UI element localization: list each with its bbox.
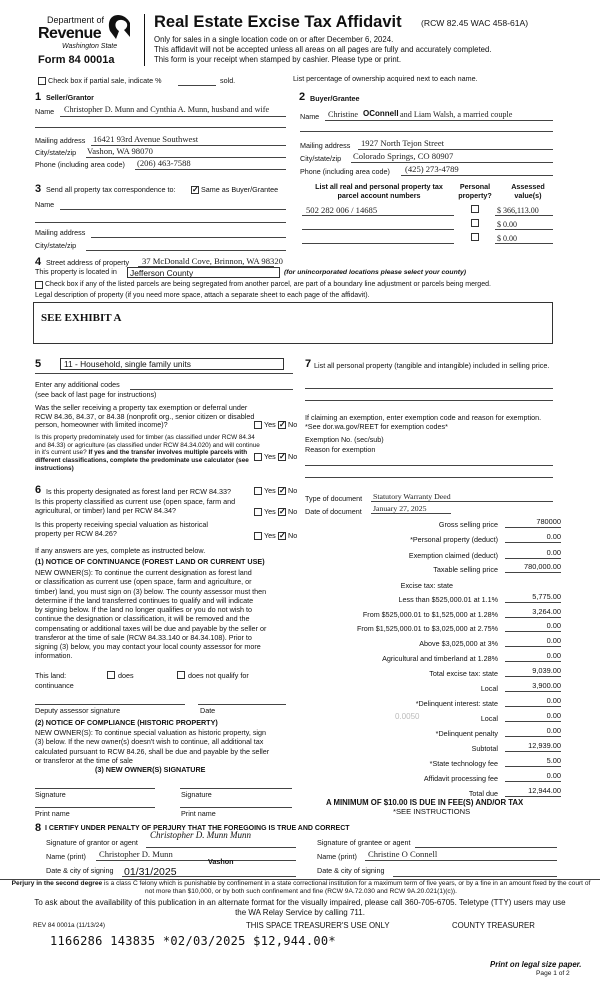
buyer-phone-field[interactable]: (425) 273-4789 — [405, 164, 459, 174]
assessed-col-header: Assessed value(s) — [511, 182, 545, 200]
doc-type-field[interactable]: Statutory Warranty Deed — [373, 492, 451, 501]
personal-property-checkbox[interactable] — [471, 233, 479, 241]
s1-title: Seller/Grantor — [46, 93, 94, 102]
tax-row-value[interactable]: 3,900.00 — [532, 681, 561, 690]
notice1-body — [35, 568, 266, 661]
s7-label: List all personal property (tangible and intangible) included in selling price. — [314, 361, 550, 370]
tax-row-value[interactable]: 0.00 — [546, 548, 561, 557]
tax-row-value[interactable]: 0.00 — [546, 651, 561, 660]
notice1-line: determine if the land transferred continues to qualify and will indicate — [35, 595, 254, 605]
dept-line1: Department of — [47, 15, 105, 25]
s3-number: 3 — [35, 183, 42, 195]
date-label: Date — [200, 706, 216, 715]
tax-row-label: From $1,525,000.01 to $3,025,000 at 2.75% — [356, 624, 498, 633]
parcel-number[interactable]: 502 282 006 / 14685 — [306, 205, 378, 215]
tax-row-label: Subtotal — [471, 744, 498, 753]
seller-city-field[interactable]: Vashon, WA 98070 — [87, 146, 153, 156]
name-print-label: Name (print) — [317, 852, 357, 861]
s6-q2: Is this property classified as current use (open space, farm and agricultural, or timber) land per RCW 84.34? — [35, 497, 236, 515]
tax-row-value[interactable]: 0.00 — [546, 726, 561, 735]
signature-label: Signature — [181, 790, 212, 799]
notice1-line: or classification as current use (open space, farm and agriculture, or — [35, 577, 252, 587]
buyer-mail-field[interactable]: 1927 North Tejon Street — [361, 138, 445, 148]
tax-row-value[interactable]: 3,264.00 — [532, 607, 561, 616]
treasurer-use: THIS SPACE TREASURER'S USE ONLY — [246, 921, 390, 930]
s4-located-label: This property is located in — [35, 267, 117, 276]
notice1-title: (1) NOTICE OF CONTINUANCE (FOREST LAND OR CURRENT USE) — [35, 557, 265, 566]
s2-city-label: City/state/zip — [300, 154, 342, 163]
grantee-name-field[interactable]: Christine O Connell — [368, 849, 438, 859]
tax-row-value[interactable]: 5,775.00 — [532, 592, 561, 601]
s5-codes-label: Enter any additional codes — [35, 380, 120, 389]
use-code-value: 11 - Household, single family units — [64, 359, 191, 369]
alt-format-note: To ask about the availability of this publication in an alternate format for the visually impaired, please call 360-705-6705. Teletype (TTY) users may use the WA Relay Service by calling 711. — [34, 898, 566, 917]
personal-property-checkbox[interactable] — [471, 205, 479, 213]
tax-row-value[interactable]: 12,944.00 — [528, 786, 561, 795]
s3-city-label: City/state/zip — [35, 241, 77, 250]
county-select[interactable] — [127, 267, 280, 278]
legal-description-field[interactable] — [33, 302, 553, 344]
dor-logo-icon — [106, 13, 130, 41]
notice1-line: continue the designation or classification, it will be removed and the — [35, 614, 250, 624]
notice3-title: (3) NEW OWNER(S) SIGNATURE — [95, 765, 206, 774]
tax-row-label: Total due — [468, 789, 498, 798]
tax-row-label: *Personal property (deduct) — [410, 535, 498, 544]
tax-row-label: Local — [480, 684, 498, 693]
notice2-line: or transferor at the time of sale — [35, 755, 133, 765]
does-not-label: does not qualify for — [188, 671, 249, 680]
grantor-city-field[interactable]: Vashon — [208, 857, 234, 866]
s6-q3-yes-checkbox[interactable] — [254, 532, 262, 540]
buyer-name-b[interactable]: OConnell — [363, 109, 399, 118]
s3-name-label: Name — [35, 200, 55, 209]
minimum-note: A MINIMUM OF $10.00 IS DUE IN FEE(S) AND/OR TAX — [326, 798, 524, 807]
s6-q2-yes-checkbox[interactable] — [254, 508, 262, 516]
notice-2: This affidavit will not be accepted unless all areas on all pages are fully and accurately completed. — [154, 45, 492, 54]
notice1-line: NEW OWNER(S): To continue the current designation as forest land — [35, 568, 252, 577]
s3-mail-label: Mailing address — [35, 228, 86, 237]
notice2-line: calculated pursuant to RCW 84.26, shall be due and payable by the seller — [35, 746, 270, 756]
tax-row-label: *State technology fee — [429, 759, 498, 768]
perjury-bold: Perjury in the second degree — [11, 880, 103, 887]
unincorp-note: (for unincorporated locations please select your county) — [284, 269, 467, 276]
no-label: No — [288, 486, 298, 495]
assessed-value[interactable]: $ 0.00 — [497, 234, 517, 243]
tax-row-label: Less than $525,000.01 at 1.1% — [398, 595, 498, 604]
notice1-line: compensating or additional taxes will be due and payable by the seller or — [35, 623, 267, 633]
s6-q2-no-checkbox[interactable]: ✓ — [279, 507, 286, 516]
seller-mail-field[interactable]: 16421 93rd Avenue Southwest — [93, 134, 199, 144]
legal-label: Legal description of property (if you need more space, attach a separate sheet to each page of the affidavit). — [35, 292, 370, 299]
dept-line2: Revenue — [38, 25, 102, 42]
notice-3: This form is your receipt when stamped by cashier. Please type or print. — [154, 55, 402, 64]
date-city-label: Date & city of signing — [317, 866, 385, 875]
s5-q2-yes-checkbox[interactable] — [254, 453, 262, 461]
tax-row-label: Gross selling price — [438, 520, 498, 529]
print-name-label: Print name — [181, 809, 216, 818]
s6-q1-no-checkbox[interactable]: ✓ — [279, 486, 286, 495]
tax-row-value[interactable]: 0.00 — [546, 636, 561, 645]
yes-label: Yes — [264, 531, 276, 540]
s5-number: 5 — [35, 358, 42, 370]
tax-row-label: *Delinquent interest: state — [415, 699, 498, 708]
no-label: No — [288, 531, 298, 540]
property-street-field[interactable]: 37 McDonald Cove, Brinnon, WA 98320 — [142, 256, 283, 266]
buyer-name-a[interactable]: Christine — [328, 110, 359, 119]
treasurer-stamp: 1166286 143835 *02/03/2025 $12,944.00* — [50, 934, 336, 948]
s6-if-yes: If any answers are yes, complete as instructed below. — [35, 546, 206, 555]
ownership-note: List percentage of ownership acquired next to each name. — [293, 74, 478, 83]
tax-row-value[interactable]: 0.00 — [546, 771, 561, 780]
yes-label: Yes — [264, 507, 276, 516]
does-not-checkbox[interactable] — [177, 671, 185, 679]
legal-value: SEE EXHIBIT A — [41, 312, 122, 324]
personal-col-header: Personal property? — [458, 182, 492, 200]
tax-row-label: Above $3,025,000 at 3% — [419, 639, 498, 648]
s7-number: 7 — [305, 358, 312, 370]
no-label: No — [288, 452, 298, 461]
s5-codes-note: (see back of last page for instructions) — [35, 390, 157, 399]
s6-q3-no-checkbox[interactable]: ✓ — [279, 531, 286, 540]
continuance-label: continuance — [35, 681, 74, 690]
tax-row-value[interactable]: 780,000.00 — [524, 562, 561, 571]
no-label: No — [288, 420, 298, 429]
see-instructions: *SEE INSTRUCTIONS — [393, 807, 471, 816]
county-value: Jefferson County — [130, 268, 194, 278]
sig-grantee-label: Signature of grantee or agent — [317, 838, 411, 847]
does-label: does — [118, 671, 134, 680]
seller-phone-field[interactable]: (206) 463-7588 — [137, 158, 191, 168]
s5-q1-no-checkbox[interactable]: ✓ — [279, 420, 286, 429]
s6-q1-yes-checkbox[interactable] — [254, 487, 262, 495]
tax-row-value[interactable]: 0.00 — [546, 621, 561, 630]
reason-label: Reason for exemption — [305, 445, 376, 454]
local-rate-field[interactable]: 0.0050 — [395, 712, 420, 721]
s2-mail-label: Mailing address — [300, 141, 351, 150]
tax-row-value[interactable]: 12,939.00 — [528, 741, 561, 750]
doc-type-label: Type of document — [305, 494, 363, 503]
s4-number: 4 — [35, 256, 42, 268]
print-name-label: Print name — [35, 809, 70, 818]
tax-row-value[interactable]: 780000 — [536, 517, 561, 526]
buyer-name-c[interactable]: and Liam Walsh, a married couple — [400, 110, 513, 119]
notice2-line: NEW OWNER(S): To continue special valuation as historic property, sign — [35, 728, 267, 737]
doc-date-field[interactable]: January 27, 2025 — [373, 504, 427, 513]
s2-title: Buyer/Grantee — [310, 94, 360, 103]
county-treasurer: COUNTY TREASURER — [452, 921, 535, 930]
tax-row-label: Local — [480, 714, 498, 723]
notice1-line: information. — [35, 651, 73, 661]
notice1-line: timber) land, you must sign on (3) below. The county assessor must then — [35, 586, 267, 596]
s8-number: 8 — [35, 822, 42, 834]
does-checkbox[interactable] — [107, 671, 115, 679]
tax-row-label: Excise tax: state — [400, 581, 453, 590]
certify-text: I CERTIFY UNDER PENALTY OF PERJURY THAT THE FOREGOING IS TRUE AND CORRECT — [45, 825, 350, 832]
form-number: Form 84 0001a — [38, 54, 115, 66]
s1-name-label: Name — [35, 107, 55, 116]
s5-q2a: Is this property predominately used for timber (as classified under RCW 84.34 and 84.33) or agriculture (as classified under RCW 84.34.020) and will continue in it's current use? — [35, 434, 260, 457]
page-number: Page 1 of 2 — [536, 970, 570, 977]
seller-name-field[interactable]: Christopher D. Munn and Cynthia A. Munn, husband and wife — [64, 105, 270, 114]
tax-row-label: *Delinquent penalty — [435, 729, 498, 738]
date-city-label: Date & city of signing — [46, 866, 114, 875]
s4-street-label: Street address of property — [46, 258, 130, 267]
grantor-name-field[interactable]: Christopher D. Munn — [99, 849, 173, 859]
grantor-date-field[interactable]: 01/31/2025 — [124, 866, 177, 878]
tax-row-label: Agricultural and timberland at 1.28% — [382, 654, 498, 663]
notice2-title: (2) NOTICE OF COMPLIANCE (HISTORIC PROPERTY) — [35, 718, 218, 727]
tax-row-label: Total excise tax: state — [429, 669, 498, 678]
s1-phone-label: Phone (including area code) — [35, 160, 125, 169]
tax-row-label: From $525,000.01 to $1,525,000 at 1.28% — [362, 610, 498, 619]
perjury-note — [10, 880, 592, 896]
exemption-note: If claiming an exemption, enter exemption code and reason for exemption. *See dor.wa.gov/REET for exemption codes* — [305, 413, 542, 431]
deputy-label: Deputy assessor signature — [35, 706, 121, 715]
form-citation: (RCW 82.45 WAC 458-61A) — [421, 18, 529, 28]
yes-label: Yes — [264, 486, 276, 495]
buyer-city-field[interactable]: Colorado Springs, CO 80907 — [353, 151, 454, 161]
tax-row-value[interactable]: 0.00 — [546, 532, 561, 541]
personal-property-checkbox[interactable] — [471, 219, 479, 227]
notice1-line: by signing below. If the land no longer qualifies or you do not wish to — [35, 605, 252, 614]
s3-label: Send all property tax correspondence to: — [46, 185, 176, 194]
perjury-text: is a class C felony which is punishable by confinement in a state correctional institution for a maximum term of five years, or by a fine in an amount fixed by the court of not more than $10,000, or by both such confinement and fine (RCW 9A.72.030 and RCW 9A.20.021(1)(c)). — [102, 880, 591, 895]
partial-sold: sold. — [220, 76, 236, 85]
notice2-line: (3) below. If the new owner(s) doesn't wish to continue, all additional tax — [35, 737, 264, 747]
notice1-line: signing (3) below, you may contact your local county assessor for more — [35, 642, 261, 651]
parcel-col-header: List all real and personal property tax parcel account numbers — [315, 182, 443, 200]
s1-mail-label: Mailing address — [35, 136, 86, 145]
tax-row-label: Exemption claimed (deduct) — [408, 551, 498, 560]
name-print-label: Name (print) — [46, 852, 86, 861]
assessed-value[interactable]: $ 0.00 — [497, 220, 517, 229]
partial-sale-checkbox[interactable] — [38, 77, 46, 85]
s6-q3: Is this property receiving special valuation as historical property per RCW 84.26? — [35, 520, 208, 538]
s5-q1: Was the seller receiving a property tax exemption or deferral under RCW 84.36, 84.37, or 84.38 (nonprofit org., senior citizen or disabled person, homeowner with limited income)? — [35, 403, 255, 430]
s6-q1: Is this property designated as forest land per RCW 84.33? — [46, 487, 231, 496]
s3-same-label: Same as Buyer/Grantee — [201, 185, 279, 194]
s1-number: 1 — [35, 91, 42, 103]
s2-phone-label: Phone (including area code) — [300, 167, 390, 176]
s5-q2b: If yes and the transfer involves multiple parcels with different classifications, complete the predominate use calculator (see instructions) — [35, 449, 249, 472]
notice1-line: transferor at the time of sale (RCW 84.33.140 or 84.34.108). Prior to — [35, 632, 252, 642]
yes-label: Yes — [264, 452, 276, 461]
form-title: Real Estate Excise Tax Affidavit — [154, 13, 402, 31]
s2-number: 2 — [299, 91, 306, 103]
s5-q2 — [35, 434, 265, 472]
tax-row-label: Taxable selling price — [433, 565, 498, 574]
same-as-buyer-checkbox[interactable]: ✓ — [192, 185, 199, 194]
doc-date-label: Date of document — [305, 507, 362, 516]
s1-city-label: City/state/zip — [35, 148, 77, 157]
segregated-checkbox[interactable] — [35, 281, 43, 289]
dept-line3: Washington State — [62, 43, 118, 50]
assessed-value[interactable]: $ 366,113.00 — [497, 206, 539, 215]
partial-sale-label: Check box if partial sale, indicate % — [48, 76, 162, 85]
s6-number: 6 — [35, 484, 42, 496]
s2-name-label: Name — [300, 112, 320, 121]
this-land-label: This land: — [35, 671, 67, 680]
no-label: No — [288, 507, 298, 516]
tax-row-label: Affidavit processing fee — [423, 774, 498, 783]
segregated-label: Check box if any of the listed parcels are being segregated from another parcel, are part of a boundary line adjustment or parcels being merged. — [45, 281, 491, 288]
tax-row-value[interactable]: 0.00 — [546, 711, 561, 720]
print-legal-note: Print on legal size paper. — [490, 960, 582, 969]
rev-code: REV 84 0001a (11/13/24) — [33, 922, 106, 929]
signature-label: Signature — [35, 790, 66, 799]
notice-1: Only for sales in a single location code on or after December 6, 2024. — [154, 35, 394, 44]
tax-row-value[interactable]: 5.00 — [546, 756, 561, 765]
use-code-select[interactable] — [60, 358, 284, 370]
notice2-body — [35, 728, 269, 765]
yes-label: Yes — [264, 420, 276, 429]
tax-row-value[interactable]: 9,039.00 — [532, 666, 561, 675]
s5-q2-no-checkbox[interactable]: ✓ — [279, 452, 286, 461]
exemption-no-label: Exemption No. (sec/sub) — [305, 435, 384, 444]
grantor-signature[interactable]: Christopher D. Munn Munn — [150, 830, 251, 840]
tax-row-value[interactable]: 0.00 — [546, 696, 561, 705]
s5-q1-yes-checkbox[interactable] — [254, 421, 262, 429]
sig-grantor-label: Signature of grantor or agent — [46, 838, 138, 847]
